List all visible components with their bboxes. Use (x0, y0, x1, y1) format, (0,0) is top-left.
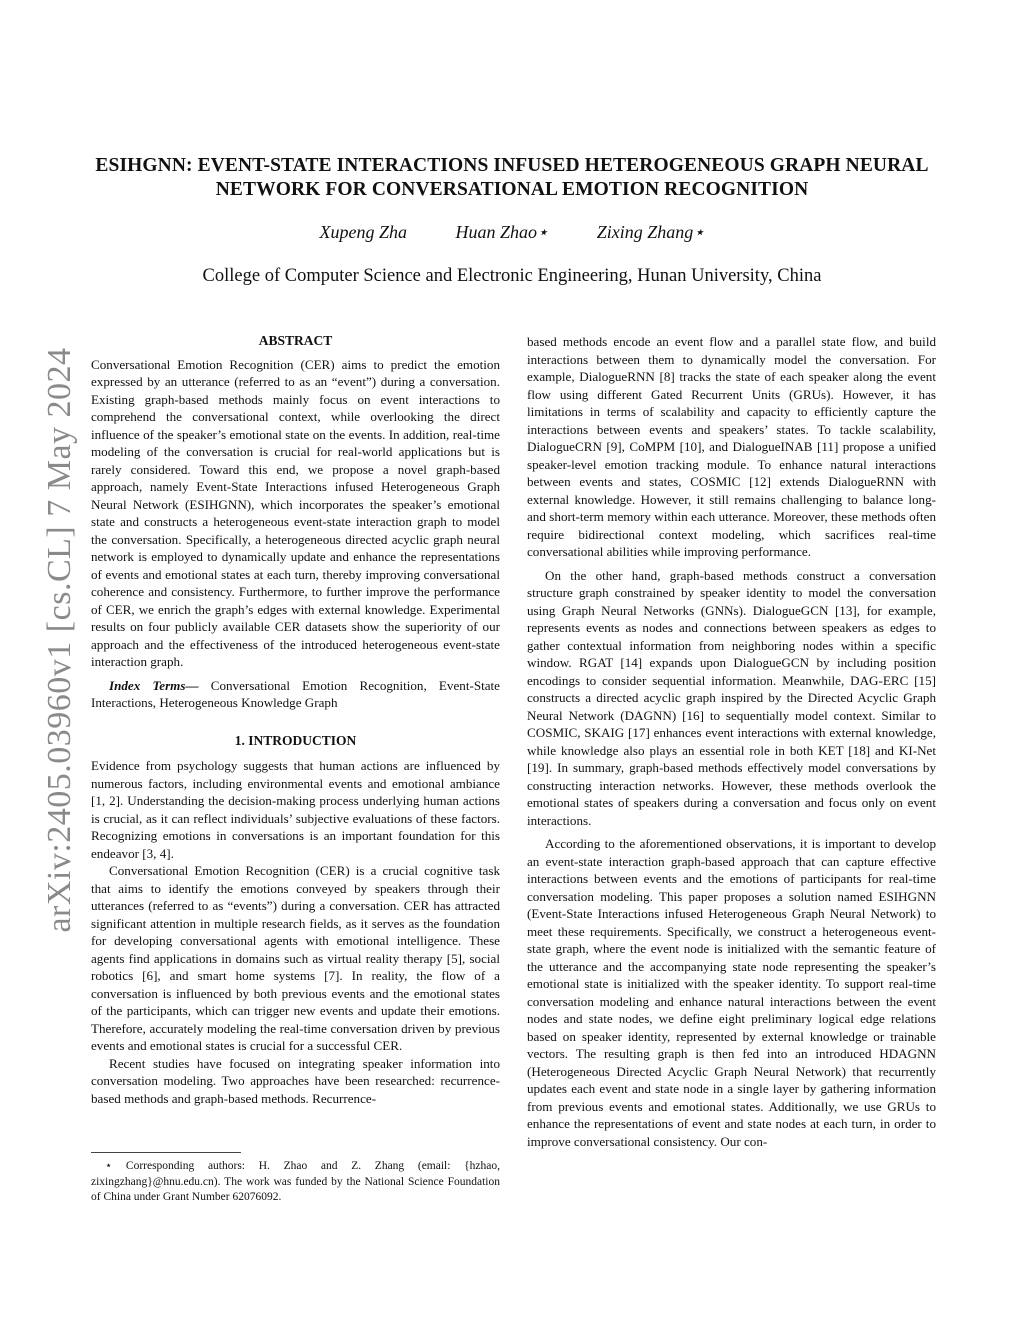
intro-paragraph: based methods encode an event flow and a parallel state flow, and build interactions between them to dynamically model the conversation. For example, DialogueRNN [8] tracks the state of each speaker along the event flow using different Gated Recurrent Units (GRUs). However, it has limitations in terms of scalability and capacity to efficiently capture the interactions between events and speakers’ states. To tackle scalability, DialogueCRN [9], CoMPM [10], and DialogueINAB [11] propose a unified speaker-level emotion tracking module. To enhance natural interactions between events and states, COSMIC [12] extends DialogueRNN with external knowledge. However, it still remains challenging to balance long- and short-term memory within each utterance. Moreover, these methods often require bidirectional context modeling, which sacrifices real-time conversational abilities while improving performance. (527, 334, 936, 559)
intro-paragraph: Evidence from psychology suggests that human actions are influenced by numerous factors, including environmental events and emotional ambiance [1, 2]. Understanding the decision-making process underlying human actions is crucial, as it can reflect individuals’ subjective evaluations of these factors. Recognizing emotions in conversations is an important foundation for this endeavor [3, 4]. (91, 758, 500, 861)
abstract-heading: ABSTRACT (258, 333, 333, 348)
footnote-rule (91, 1152, 241, 1153)
arxiv-identifier-text: arXiv:2405.03960v1 [cs.CL] 7 May 2024 (41, 347, 78, 933)
author-affiliation: College of Computer Science and Electronic Engineering, Hunan University, China (202, 266, 822, 286)
left-column (91, 328, 500, 1107)
index-terms (91, 677, 500, 712)
index-terms-text: Conversational Emotion Recognition, Event-State Interactions, Heterogeneous Knowledge Graph (91, 677, 500, 710)
introduction-heading: 1. INTRODUCTION (234, 732, 357, 748)
right-column (527, 333, 936, 1150)
abstract-text: Conversational Emotion Recognition (CER) aims to predict the emotion expressed by an utterance (referred to as an “event”) during a conversation. Existing graph-based methods mainly focus on event interactions to comprehend the conversational context, while overlooking the direct influence of the speaker’s emotional state on the events. In addition, real-time modeling of the conversation is crucial for real-world applications but is rarely considered. Toward this end, we propose a novel graph-based approach, namely Event-State Interactions infused Heterogeneous Graph Neural Network (ESIHGNN), which incorporates the speaker’s emotional state and constructs a heterogeneous event-state interaction graph to model the conversation. Specifically, a heterogeneous directed acyclic graph neural network is employed to dynamically update and enhance the representations of events and emotional states at each turn, thereby improving conversational coherence and consistency. Furthermore, to further improve the performance of CER, we enrich the graph’s edges with external knowledge. Experimental results on four publicly available CER datasets show the superiority of our approach and the effectiveness of the introduced heterogeneous event-state interaction graph. (91, 356, 500, 669)
intro-paragraph: On the other hand, graph-based methods construct a conversation structure graph constrained by speaker identity to model the conversation using Graph Neural Networks (GNNs). DialogueGCN [13], for example, represents events as nodes and connections between speakers as edges to gather contextual information from neighboring nodes within a specific window. RGAT [14] expands upon DialogueGCN by including position encodings to consider sequential information. Meanwhile, DAG-ERC [15] constructs a directed acyclic graph inspired by the Directed Acyclic Graph Neural Network (DAGNN) [16] to sequentially model context. Similar to COSMIC, SKAIG [17] enhances event interactions with external knowledge, while knowledge also plays an essential role in both KET [18] and KI-Net [19]. In summary, graph-based methods effectively model conversations by constructing interaction networks. However, these methods overlook the emotional states of speakers during a conversation and focus only on event interactions. (527, 567, 936, 828)
author-list (0, 222, 1024, 243)
footnote (91, 1152, 500, 1206)
paper-title: ESIHGNN: EVENT-STATE INTERACTIONS INFUSED HETEROGENEOUS GRAPH NEURAL NETWORK FOR CONVERSATIONAL EMOTION RECOGNITION (95, 155, 929, 200)
author-name: Xupeng Zha (319, 222, 407, 242)
intro-paragraph: Conversational Emotion Recognition (CER) is a crucial cognitive task that aims to identify the emotions conveyed by speakers through their utterances (referred to as “events”) during a conversation. CER has attracted significant attention in multiple research fields, as it serves as the foundation for developing conversational agents with emotional intelligence. These agents find applications in domains such as virtual reality therapy [5], social robotics [6], and smart home systems [7]. In reality, the flow of a conversation is influenced by both previous events and the emotional states of the participants, which can trigger new events and update their emotions. Therefore, accurately modeling the real-time conversation driven by previous events and emotional states is crucial for a successful CER. (91, 863, 500, 1053)
intro-paragraph: According to the aforementioned observations, it is important to develop an event-state interaction graph-based approach that can capture effective interactions between events and the emotions of participants for real-time conversation modeling. This paper proposes a solution named ESIHGNN (Event-State Interactions infused Heterogeneous Graph Neural Network) to meet these requirements. Specifically, we construct a heterogeneous event-state graph, where the event node is initialized with the semantic feature of the utterance and the accompanying state node representing the speaker’s emotional state is initialized with the speaker identity. To support real-time conversation modeling and enhance natural interactions between the event nodes and state nodes, we define eight preliminary logical edge relations based on speaker identity, represented by external knowledge or trainable vectors. The resulting graph is then fed into an introduced HDAGNN (Heterogeneous Directed Acyclic Graph Neural Network) that recurrently updates each event and state node in a single layer by gathering information from previous events and emotional states. Additionally, we use GRUs to enhance the representations of event and state nodes at each turn, in order to improve conversational consistency. Our con- (527, 836, 936, 1149)
index-terms-label: Index Terms— (109, 677, 199, 693)
author-name: Huan Zhao⋆ (455, 222, 549, 242)
intro-paragraph: Recent studies have focused on integrating speaker information into conversation modeling. Two approaches have been researched: recurrence-based methods and graph-based methods. Recurrence- (91, 1055, 500, 1106)
footnote-text: ⋆ Corresponding authors: H. Zhao and Z. Zhang (email: {hzhao, zixingzhang}@hnu.edu.cn). The work was funded by the National Science Foundation of China under Grant Number 62076092. (91, 1160, 500, 1203)
author-name: Zixing Zhang⋆ (596, 222, 705, 242)
